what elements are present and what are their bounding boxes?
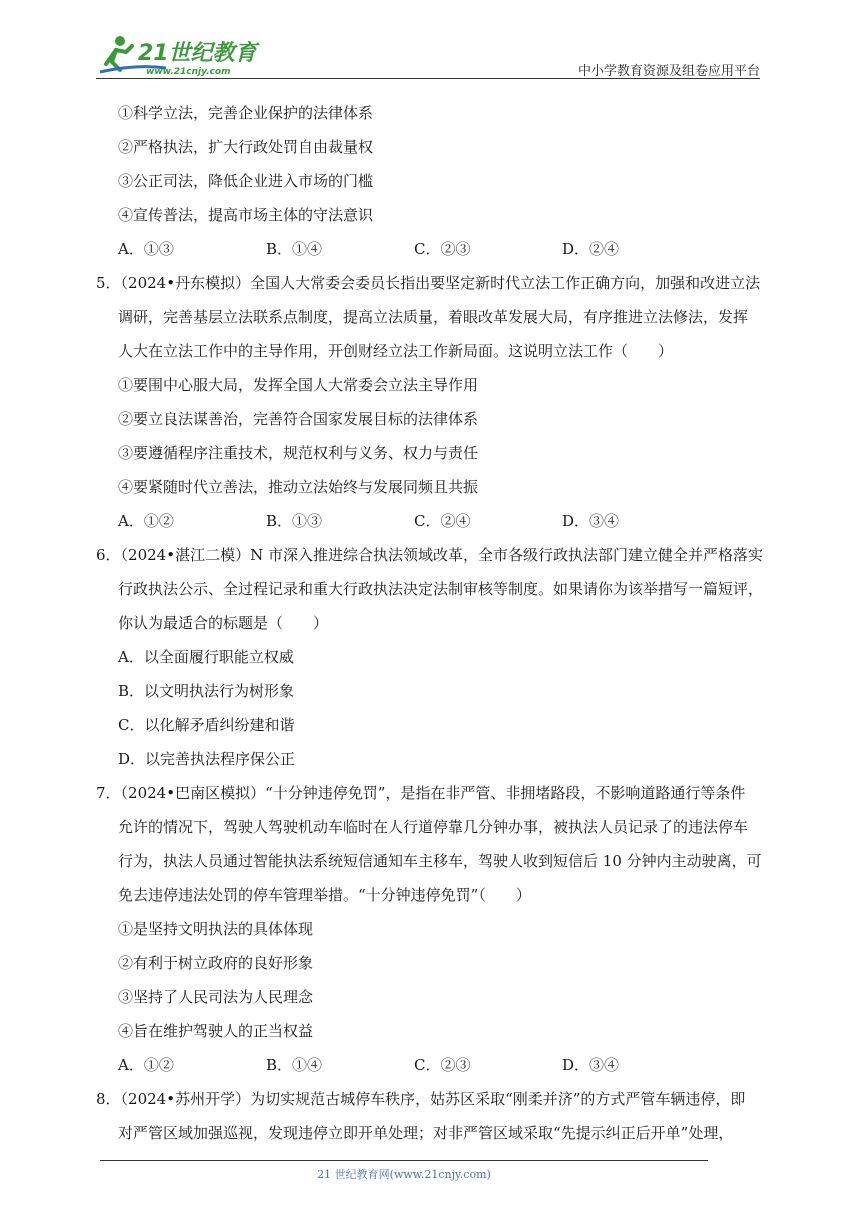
q5-choice-d: D．③④: [562, 512, 620, 530]
q7-option-2: ②有利于树立政府的良好形象: [118, 954, 314, 972]
q5-option-4: ④要紧随时代立善法，推动立法始终与发展同频且共振: [118, 478, 479, 496]
q4-option-4: ④宣传普法，提高市场主体的守法意识: [118, 206, 374, 224]
q6-choice-c: C．以化解矛盾纠纷建和谐: [118, 716, 295, 734]
q4-choices: [96, 232, 776, 266]
q4-choice-d: D．②④: [562, 240, 620, 258]
q8-stem-2: 对严管区域加强巡视，发现违停立即开单处理；对非严管区域采取“先提示纠正后开单”处理，: [118, 1124, 734, 1142]
q8-stem-1: 8．（2024•苏州开学）为切实规范古城停车秩序，姑苏区采取“刚柔并济”的方式严管车辆违停，即: [96, 1090, 746, 1108]
q7-choice-c: C．②③: [414, 1056, 471, 1074]
q5-stem-2: 调研，完善基层立法联系点制度，提高立法质量，着眼改革发展大局，有序推进立法修法，发挥: [118, 308, 749, 326]
q4-option-1: ①科学立法，完善企业保护的法律体系: [118, 104, 374, 122]
page-header: [96, 30, 760, 78]
platform-name: 中小学教育资源及组卷应用平台: [577, 64, 760, 79]
q7-choice-a: A．①②: [118, 1056, 174, 1074]
q4-choice-c: C．②③: [414, 240, 471, 258]
q5-stem-1: 5．（2024•丹东模拟）全国人大常委会委员长指出要坚定新时代立法工作正确方向，加强和改进立法: [96, 274, 761, 292]
q6-choice-b: B．以文明执法行为树形象: [118, 682, 295, 700]
q4-choice-b: B．①④: [266, 240, 323, 258]
footer-divider: [100, 1160, 708, 1161]
q6-choice-a: A．以全面履行职能立权威: [118, 648, 294, 666]
q5-choice-c: C．②④: [414, 512, 471, 530]
logo-runner-icon: [96, 34, 266, 78]
q6-stem-1: 6．（2024•湛江二模）N 市深入推进综合执法领域改革，全市各级行政执法部门建立健全并严格落实: [96, 546, 763, 564]
q6-stem-2: 行政执法公示、全过程记录和重大行政执法决定法制审核等制度。如果请你为该举措写一篇短评，: [118, 580, 764, 598]
q7-stem-1: 7．（2024•巴南区模拟）“十分钟违停免罚”，是指在非严管、非拥堵路段，不影响道路通行等条件: [96, 784, 746, 802]
q7-choices: [96, 1048, 776, 1082]
site-logo[interactable]: [96, 34, 266, 78]
q5-choices: [96, 504, 776, 538]
q5-stem-3: 人大在立法工作中的主导作用，开创财经立法工作新局面。这说明立法工作（ ）: [118, 342, 674, 360]
q5-choice-b: B．①③: [266, 512, 323, 530]
footer-link[interactable]: 21 世纪教育网(www.21cnjy.com): [317, 1168, 491, 1181]
q5-option-3: ③要遵循程序注重技术，规范权利与义务、权力与责任: [118, 444, 479, 462]
q7-stem-3: 行为，执法人员通过智能执法系统短信通知车主移车，驾驶人收到短信后 10 分钟内主动驶离，可: [118, 852, 762, 870]
q5-option-2: ②要立良法谋善治，完善符合国家发展目标的法律体系: [118, 410, 479, 428]
q7-choice-b: B．①④: [266, 1056, 323, 1074]
q7-option-4: ④旨在维护驾驶人的正当权益: [118, 1022, 314, 1040]
q4-option-3: ③公正司法，降低企业进入市场的门槛: [118, 172, 374, 190]
q5-option-1: ①要围中心服大局，发挥全国人大常委会立法主导作用: [118, 376, 479, 394]
q5-choice-a: A．①②: [118, 512, 174, 530]
q7-stem-2: 允许的情况下，驾驶人驾驶机动车临时在人行道停靠几分钟办事，被执法人员记录了的违法停车: [118, 818, 749, 836]
logo-text: 21世纪教育: [138, 41, 257, 66]
logo-url: www.21cnjy.com: [146, 67, 231, 77]
q6-stem-3: 你认为最适合的标题是（ ）: [118, 614, 329, 632]
header-divider: [96, 78, 760, 79]
q7-option-1: ①是坚持文明执法的具体体现: [118, 920, 314, 938]
q7-stem-4: 免去违停违法处罚的停车管理举措。“十分钟违停免罚”（ ）: [118, 886, 531, 904]
q7-choice-d: D．③④: [562, 1056, 620, 1074]
question-content: [96, 96, 776, 1150]
q7-option-3: ③坚持了人民司法为人民理念: [118, 988, 314, 1006]
q4-option-2: ②严格执法，扩大行政处罚自由裁量权: [118, 138, 374, 156]
q4-choice-a: A．①③: [118, 240, 174, 258]
q6-choice-d: D．以完善执法程序保公正: [118, 750, 296, 768]
